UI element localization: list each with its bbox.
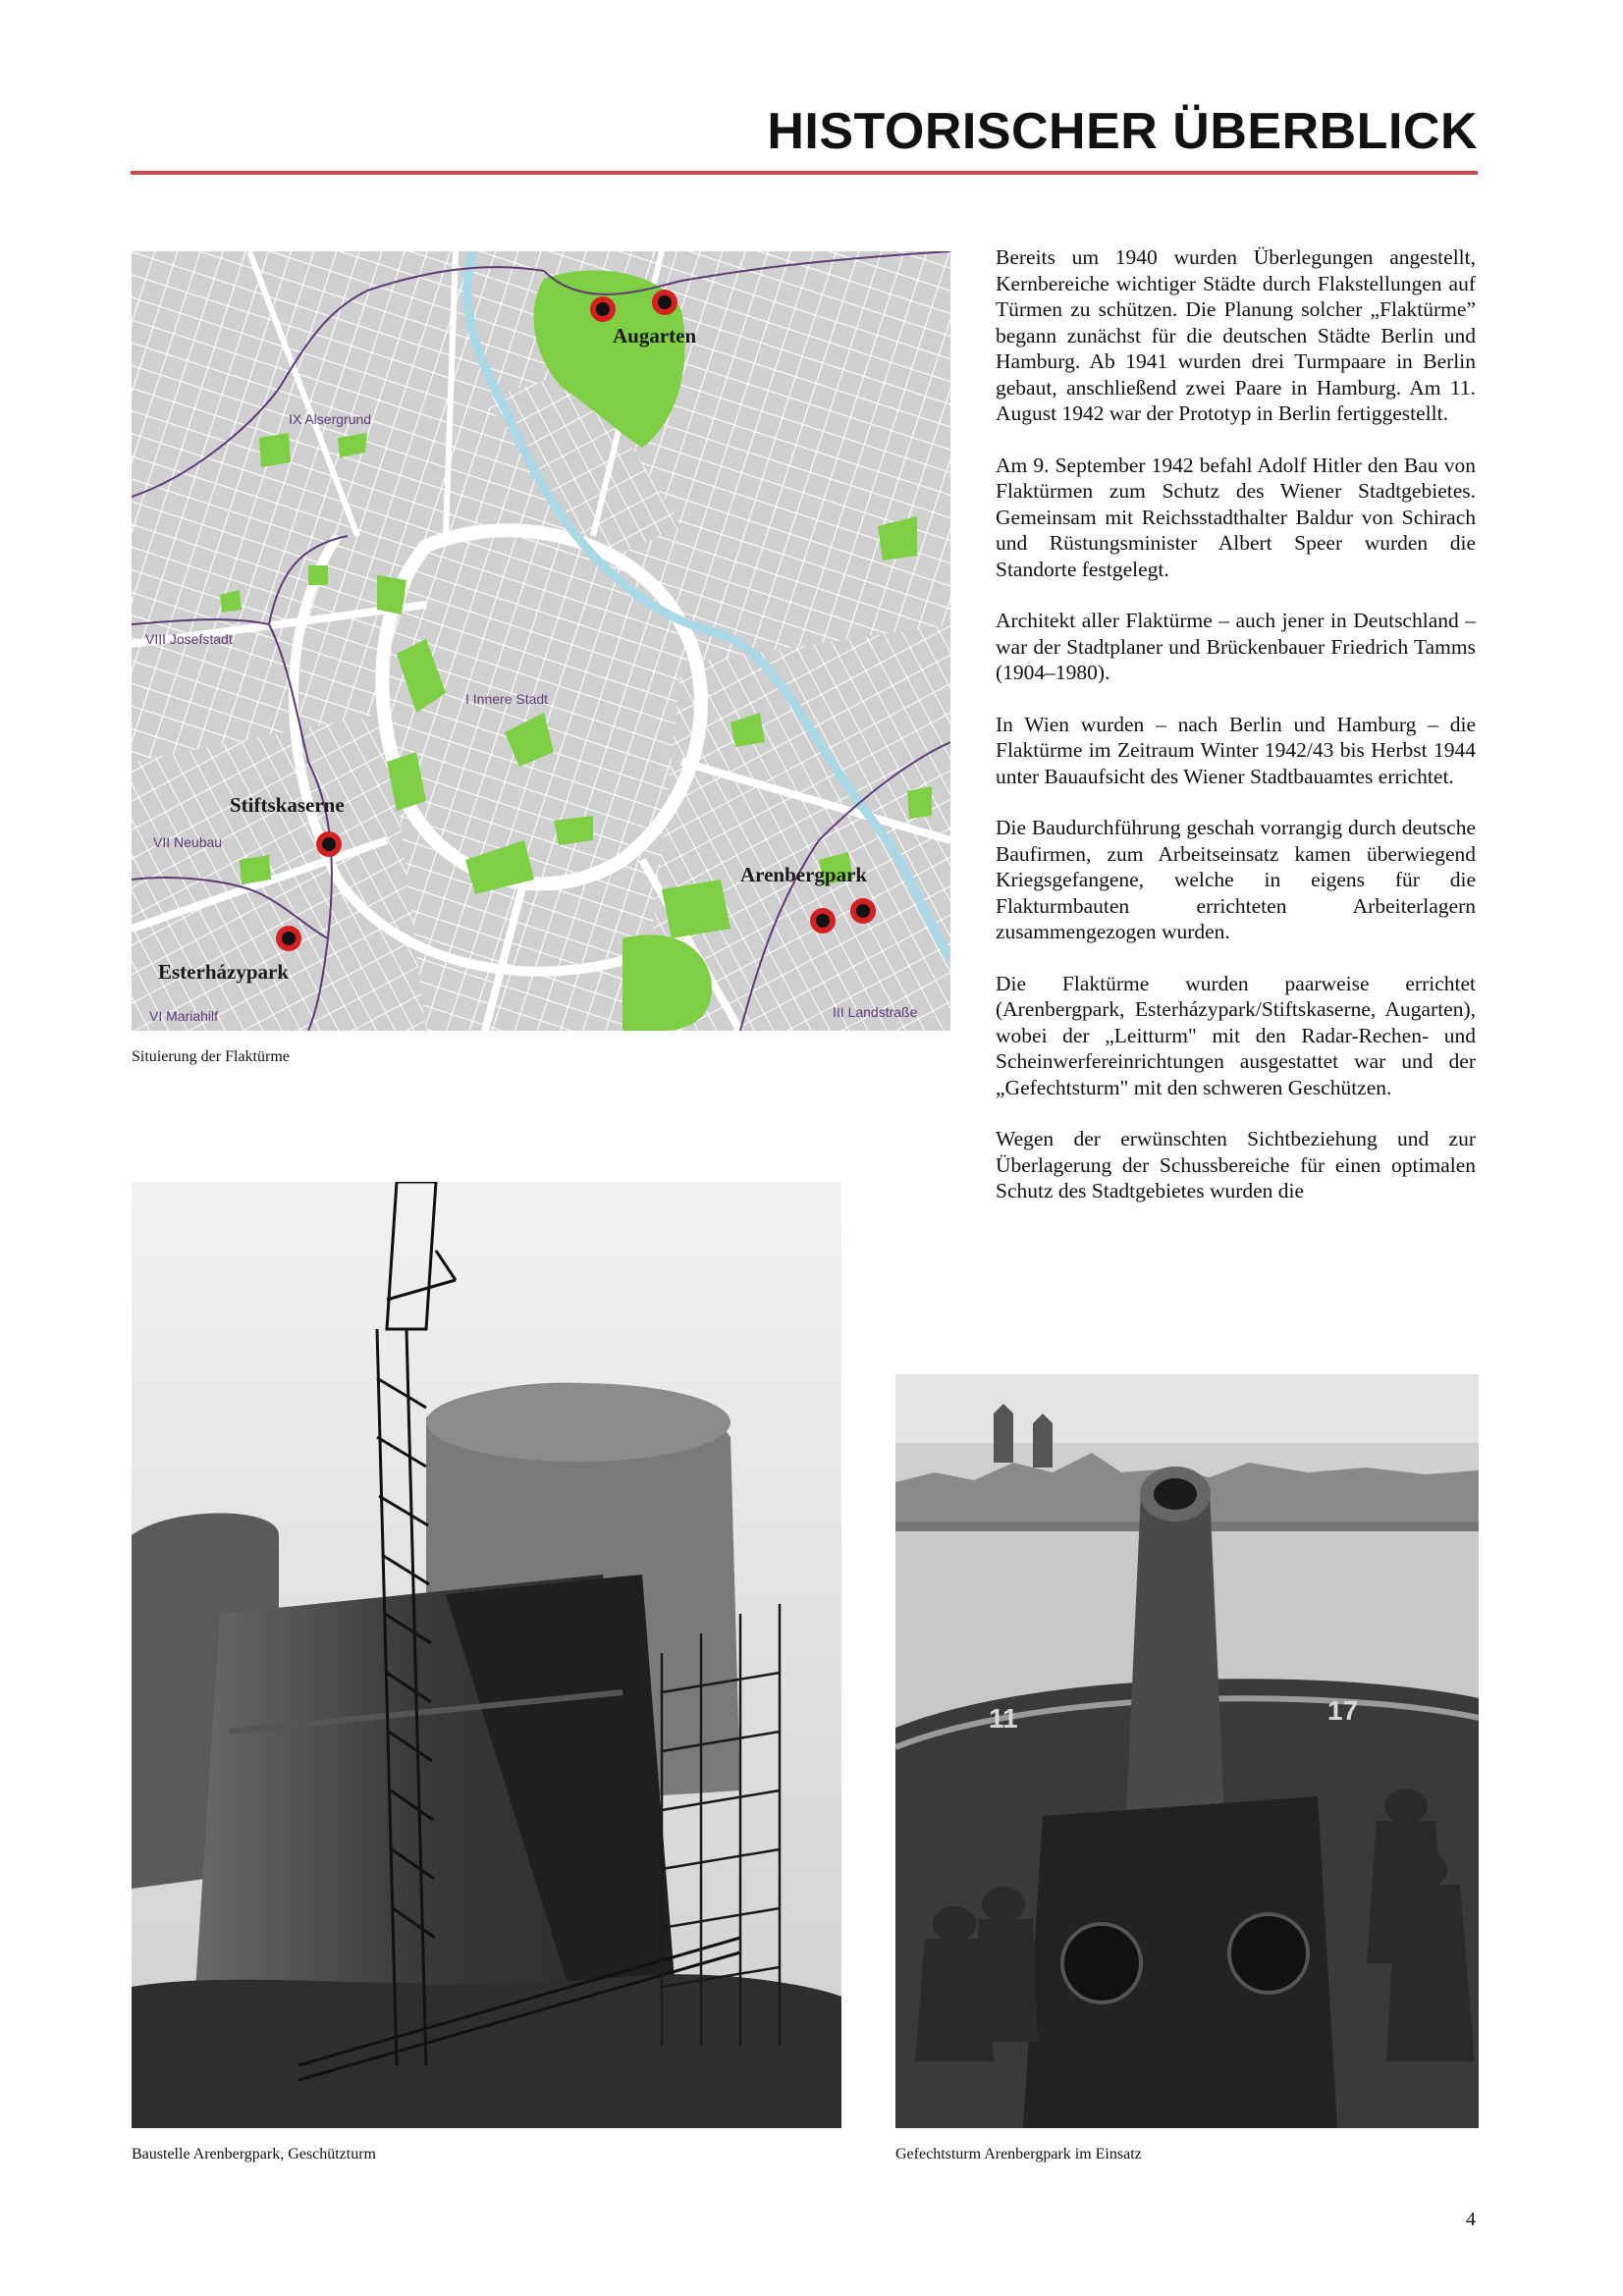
district-mariahilf: VI Mariahilf — [149, 1008, 219, 1024]
title-underline — [131, 171, 1478, 175]
paragraph: Die Flaktürme wurden paarweise errichtet (Arenbergpark, Esterházypark/Stiftskaserne, Augarten), wobei der „Leitturm" mit den Radar-Rechen- und Scheinwerfereinrichtungen ausgestattet war und der „Gefechtsturm" mit den schweren Geschützen. — [996, 971, 1476, 1099]
body-text — [996, 244, 1476, 1230]
paragraph: Architekt aller Flaktürme – auch jener in Deutschland – war der Stadtplaner und Brückenbauer Friedrich Tamms (1904–1980). — [996, 609, 1476, 684]
page-number: 4 — [1466, 2209, 1476, 2230]
paragraph: Die Baudurchführung geschah vorrangig durch deutsche Baufirmen, zum Arbeitseinsatz kamen überwiegend Kriegsgefangene, welche in eigens für die Flakturmbauten errichteten Arbeiterlagern zusammengezogen wurden. — [996, 816, 1476, 943]
paragraph: Bereits um 1940 wurden Überlegungen angestellt, Kernbereiche wichtiger Städte durch Flakstellungen auf Türmen zu schützen. Die Planung solcher „Flaktürme” begann zunächst für die deutschen Städte Berlin und Hamburg. Ab 1941 wurden drei Turmpaare in Berlin gebaut, anschließend zwei Paare in Hamburg. Am 11. August 1942 war der Prototyp in Berlin fertiggestellt. — [996, 245, 1476, 425]
vienna-map — [132, 251, 950, 1031]
district-neubau: VII Neubau — [153, 834, 223, 850]
construction-caption: Baustelle Arenbergpark, Geschützturm — [132, 2146, 376, 2163]
paragraph: In Wien wurden – nach Berlin und Hamburg – die Flaktürme im Zeitraum Winter 1942/43 bis Herbst 1944 unter Bauaufsicht des Wiener Stadtbauamtes errichtet. — [996, 712, 1476, 788]
gun-caption: Gefechtsturm Arenbergpark im Einsatz — [895, 2146, 1142, 2163]
label-esterhazypark: Esterházypark — [158, 960, 289, 984]
wall-number-11: 11 — [989, 1703, 1018, 1734]
district-josefstadt: VIII Josefstadt — [145, 631, 233, 647]
district-landstrasse: III Landstraße — [833, 1004, 918, 1020]
paragraph: Wegen der erwünschten Sichtbeziehung und zur Überlagerung der Schussbereiche für einen optimalen Schutz des Stadtgebietes wurden die — [996, 1127, 1476, 1202]
label-stiftskaserne: Stiftskaserne — [230, 793, 345, 817]
wall-number-17: 17 — [1327, 1695, 1359, 1726]
label-augarten: Augarten — [613, 324, 697, 347]
gun-photo — [895, 1374, 1479, 2128]
paragraph: Am 9. September 1942 befahl Adolf Hitler den Bau von Flaktürmen zum Schutz des Wiener Stadtgebietes. Gemeinsam mit Reichsstadthalter Baldur von Schirach und Rüstungsminister Albert Speer wurden die Standorte festgelegt. — [996, 453, 1476, 581]
district-alsergrund: IX Alsergrund — [289, 411, 372, 427]
label-arenbergpark: Arenbergpark — [740, 863, 868, 886]
construction-photo — [132, 1182, 841, 2128]
page-title: HISTORISCHER ÜBERBLICK — [767, 103, 1478, 160]
map-caption: Situierung der Flaktürme — [132, 1048, 290, 1065]
district-innere-stadt: I Innere Stadt — [465, 691, 549, 707]
